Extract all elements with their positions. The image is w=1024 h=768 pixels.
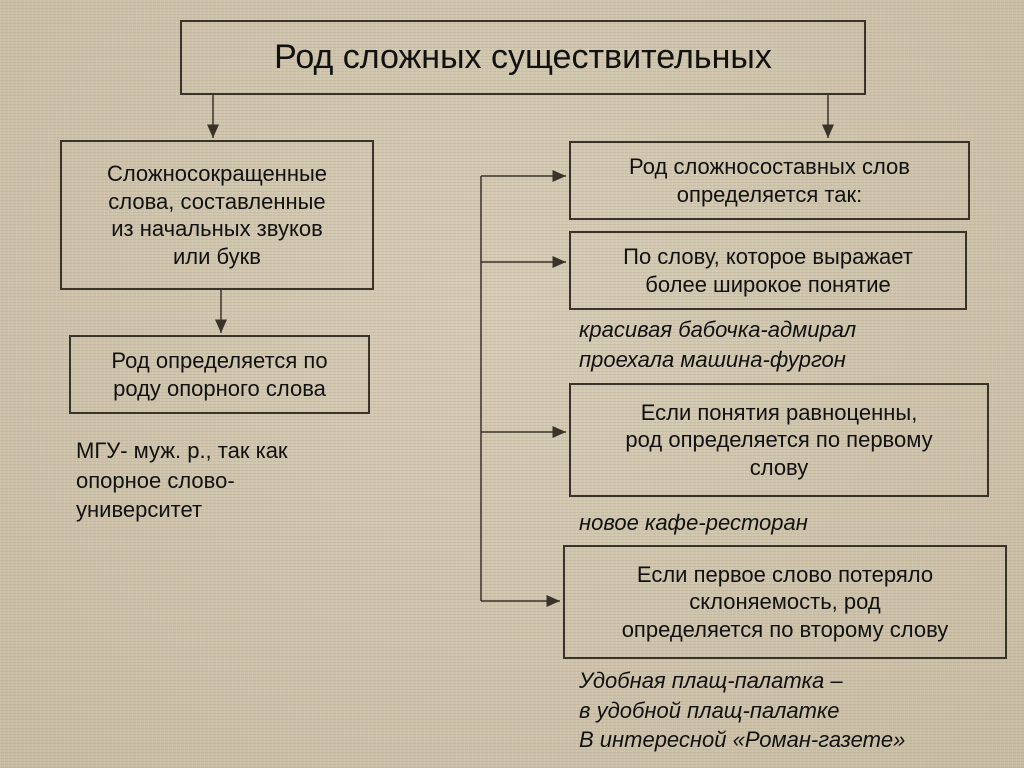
compound-words-box <box>569 141 970 220</box>
rule-equal-concepts-text: Если понятия равноценны, род определяется по первому слову <box>625 399 933 480</box>
rule-indeclinable-box <box>563 545 1007 659</box>
rule-indeclinable-text: Если первое слово потеряло склоняемость, род определяется по второму слову <box>621 561 949 642</box>
gender-by-core-word-box <box>69 335 370 414</box>
diagram-title: Род сложных существительных <box>274 38 772 77</box>
abbreviation-example: МГУ- муж. р., так как опорное слово- университет <box>76 438 288 523</box>
gender-by-core-word-text: Род определяется по роду опорного слова <box>111 348 328 401</box>
rule-broader-concept-box <box>569 231 967 310</box>
indeclinable-examples: Удобная плащ-палатка – в удобной плащ-палатке В интересной «Роман-газете» <box>579 668 906 753</box>
rule-equal-concepts-box <box>569 383 989 497</box>
compound-abbreviation-box <box>60 140 374 290</box>
broader-concept-examples: красивая бабочка-адмирал проехала машина-фургон <box>579 317 857 372</box>
equal-concepts-example: новое кафе-ресторан <box>579 510 808 535</box>
rule-broader-concept-text: По слову, которое выражает более широкое понятие <box>623 244 913 297</box>
title-box <box>180 20 866 95</box>
compound-words-text: Род сложносоставных слов определяется так: <box>629 154 910 207</box>
compound-abbreviation-text: Сложносокращенные слова, составленные из начальных звуков или букв <box>106 161 328 269</box>
